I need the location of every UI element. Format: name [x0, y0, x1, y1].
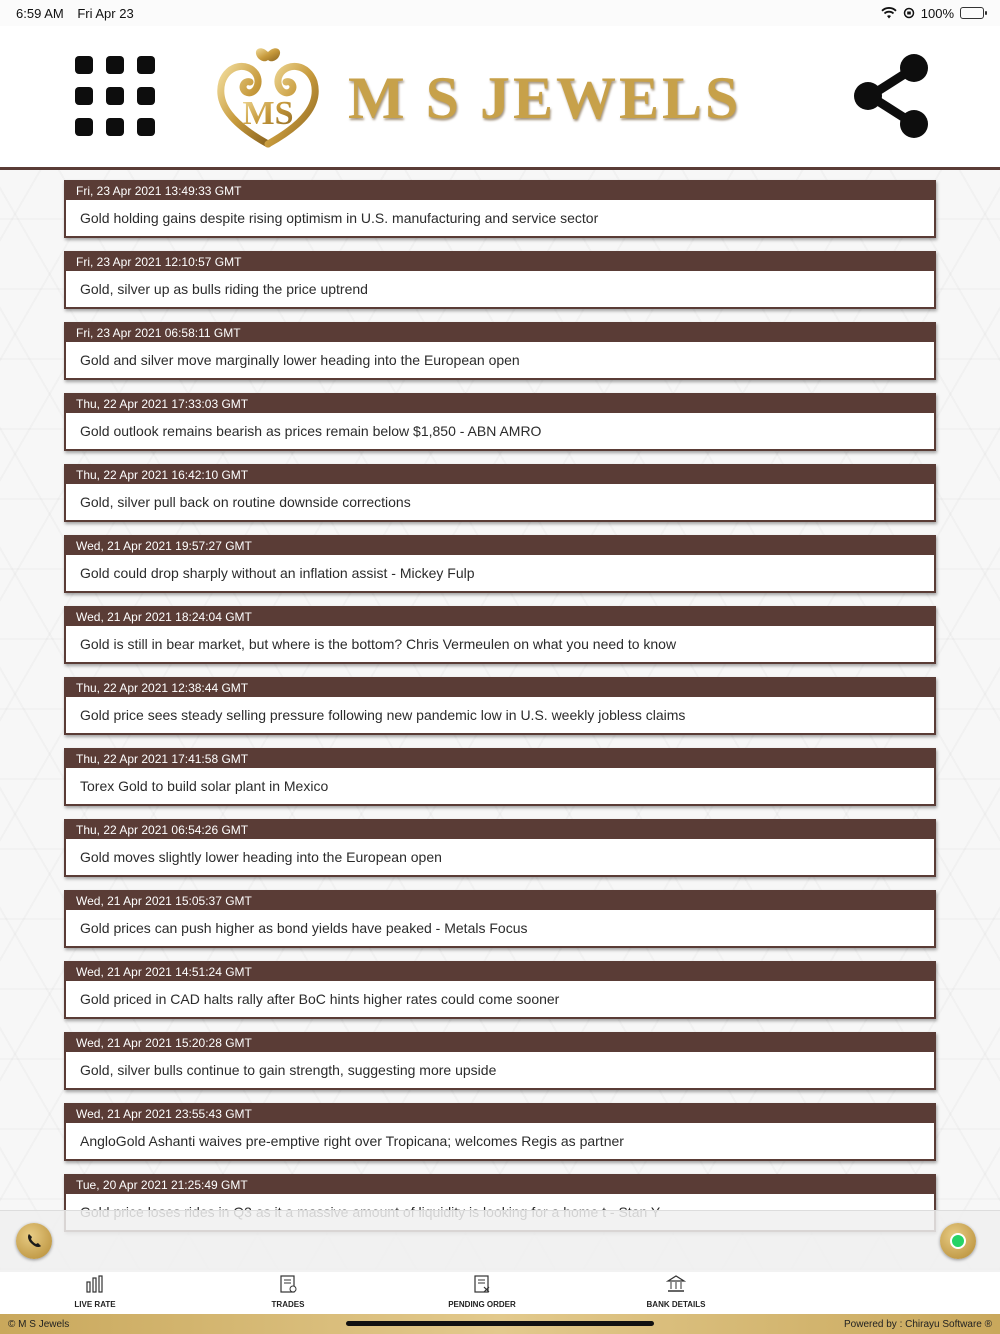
news-date: Wed, 21 Apr 2021 14:51:24 GMT — [66, 963, 934, 981]
news-card[interactable] — [64, 606, 936, 664]
news-list — [64, 180, 936, 1245]
tab-label: LIVE RATE — [74, 1300, 116, 1309]
news-card[interactable] — [64, 251, 936, 309]
news-title: Torex Gold to build solar plant in Mexico — [80, 778, 329, 794]
call-button[interactable] — [16, 1223, 52, 1259]
news-title: Gold is still in bear market, but where is the bottom? Chris Vermeulen on what you need to know — [80, 636, 677, 652]
news-date: Wed, 21 Apr 2021 15:05:37 GMT — [66, 892, 934, 910]
tab-bank-details[interactable] — [616, 1274, 736, 1309]
brand-name: M S JEWELS — [348, 65, 742, 131]
news-title: Gold priced in CAD halts rally after BoC hints higher rates could come sooner — [80, 991, 560, 1007]
tab-live-rate[interactable] — [35, 1274, 155, 1309]
news-date: Thu, 22 Apr 2021 06:54:26 GMT — [66, 821, 934, 839]
news-card[interactable] — [64, 890, 936, 948]
battery-icon — [960, 7, 984, 19]
news-date: Thu, 22 Apr 2021 16:42:10 GMT — [66, 466, 934, 484]
status-bar — [0, 0, 1000, 26]
news-title: Gold prices can push higher as bond yields have peaked - Metals Focus — [80, 920, 528, 936]
share-icon[interactable] — [850, 52, 932, 140]
tab-pending-order[interactable] — [422, 1274, 542, 1309]
news-date: Thu, 22 Apr 2021 17:33:03 GMT — [66, 395, 934, 413]
news-card[interactable] — [64, 677, 936, 735]
whatsapp-button[interactable] — [940, 1223, 976, 1259]
battery-percent: 100% — [920, 5, 954, 21]
news-title: Gold, silver pull back on routine downside corrections — [80, 494, 411, 510]
orientation-lock-icon — [903, 7, 915, 19]
news-date: Wed, 21 Apr 2021 15:20:28 GMT — [66, 1034, 934, 1052]
bank-icon — [666, 1274, 686, 1294]
news-card[interactable] — [64, 819, 936, 877]
news-title: Gold, silver bulls continue to gain strength, suggesting more upside — [80, 1062, 497, 1078]
news-title: Gold, silver up as bulls riding the price uptrend — [80, 281, 368, 297]
news-card[interactable] — [64, 748, 936, 806]
news-date: Wed, 21 Apr 2021 19:57:27 GMT — [66, 537, 934, 555]
news-date: Fri, 23 Apr 2021 06:58:11 GMT — [66, 324, 934, 342]
news-date: Fri, 23 Apr 2021 13:49:33 GMT — [66, 182, 934, 200]
wifi-icon — [881, 7, 897, 19]
news-title: Gold and silver move marginally lower heading into the European open — [80, 352, 520, 368]
news-card[interactable] — [64, 961, 936, 1019]
grid-menu-icon[interactable] — [75, 56, 155, 136]
phone-icon — [25, 1232, 43, 1250]
app-header — [0, 26, 1000, 170]
news-date: Tue, 20 Apr 2021 21:25:49 GMT — [66, 1176, 934, 1194]
news-date: Thu, 22 Apr 2021 12:38:44 GMT — [66, 679, 934, 697]
news-title: Gold moves slightly lower heading into the European open — [80, 849, 442, 865]
news-title: AngloGold Ashanti waives pre-emptive right over Tropicana; welcomes Regis as partner — [80, 1133, 624, 1149]
news-date: Wed, 21 Apr 2021 23:55:43 GMT — [66, 1105, 934, 1123]
trades-icon — [278, 1274, 298, 1294]
footer-powered-by: Powered by : Chirayu Software ® — [844, 1318, 992, 1330]
news-card[interactable] — [64, 322, 936, 380]
news-title: Gold outlook remains bearish as prices remain below $1,850 - ABN AMRO — [80, 423, 542, 439]
news-card[interactable] — [64, 180, 936, 238]
whatsapp-icon — [950, 1233, 966, 1249]
tab-trades[interactable] — [228, 1274, 348, 1309]
news-card[interactable] — [64, 464, 936, 522]
footer-copyright: © M S Jewels — [8, 1318, 70, 1330]
news-card[interactable] — [64, 535, 936, 593]
status-time: 6:59 AM — [16, 5, 64, 21]
news-card[interactable] — [64, 393, 936, 451]
tab-label: PENDING ORDER — [448, 1300, 516, 1309]
news-title: Gold holding gains despite rising optimism in U.S. manufacturing and service sector — [80, 210, 599, 226]
news-card[interactable] — [64, 1032, 936, 1090]
brand-logo-icon — [212, 44, 324, 154]
live-rate-icon — [85, 1274, 105, 1294]
news-date: Wed, 21 Apr 2021 18:24:04 GMT — [66, 608, 934, 626]
action-bar — [0, 1210, 1000, 1272]
tab-label: TRADES — [271, 1300, 305, 1309]
logo-initials: MS — [242, 95, 294, 132]
home-indicator[interactable] — [346, 1321, 654, 1326]
news-date: Fri, 23 Apr 2021 12:10:57 GMT — [66, 253, 934, 271]
tab-label: BANK DETAILS — [646, 1300, 706, 1309]
news-title: Gold could drop sharply without an inflation assist - Mickey Fulp — [80, 565, 475, 581]
news-title: Gold price sees steady selling pressure following new pandemic low in U.S. weekly jobless claims — [80, 707, 686, 723]
news-date: Thu, 22 Apr 2021 17:41:58 GMT — [66, 750, 934, 768]
pending-order-icon — [472, 1274, 492, 1294]
news-card[interactable] — [64, 1103, 936, 1161]
status-date: Fri Apr 23 — [77, 5, 134, 21]
bottom-tab-bar — [0, 1272, 1000, 1314]
